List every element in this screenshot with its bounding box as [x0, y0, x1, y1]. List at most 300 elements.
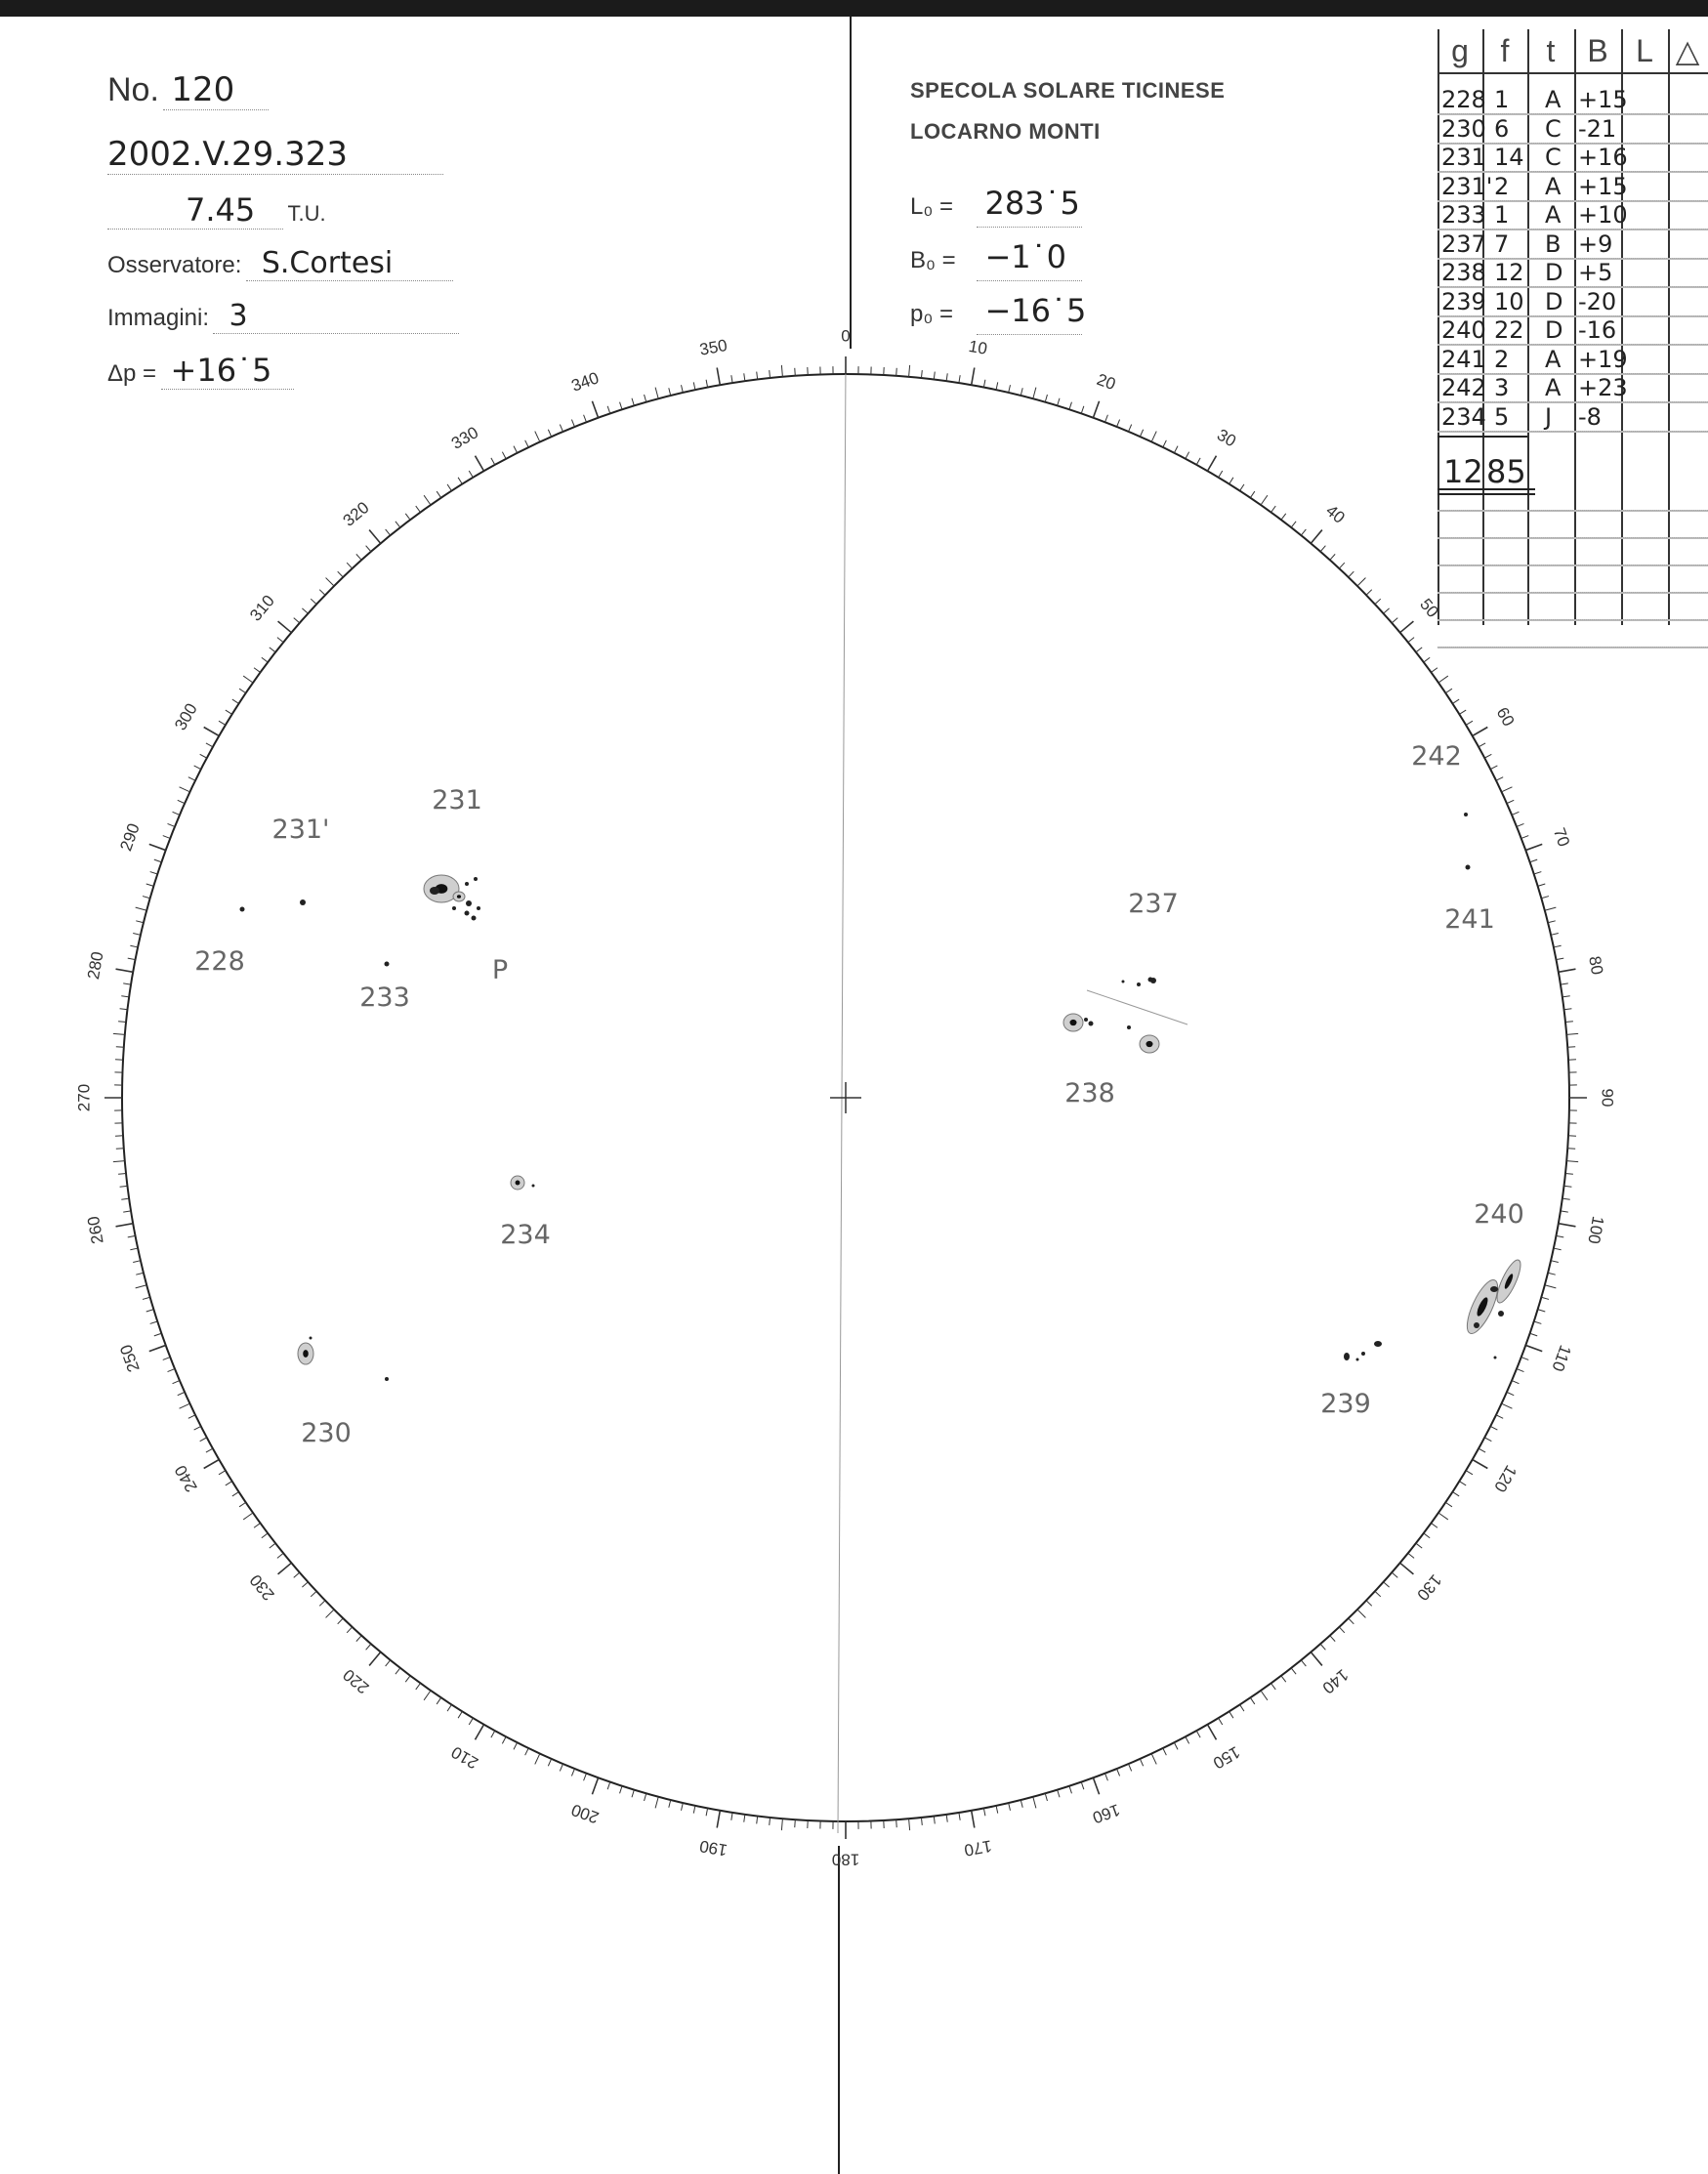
table-cell-g: 230 [1441, 114, 1486, 143]
degree-tick [146, 884, 154, 886]
degree-tick [1517, 823, 1523, 826]
table-cell-B: +16 [1578, 144, 1628, 171]
group-label: 241 [1444, 904, 1495, 935]
delta-p-value: +16˙5 [161, 352, 294, 390]
table-cell-g: 242 [1441, 374, 1486, 401]
degree-tick [123, 1211, 131, 1212]
degree-tick [1559, 969, 1576, 972]
sunspot [1122, 981, 1125, 983]
degree-tick [896, 1819, 897, 1827]
degree-tick [294, 618, 300, 623]
degree-tick [278, 621, 292, 633]
table-cell-B: +5 [1578, 259, 1613, 286]
sunspot-umbra [385, 962, 390, 967]
degree-tick [1548, 921, 1556, 923]
degree-tick [1525, 1345, 1542, 1351]
degree-tick [338, 571, 344, 577]
group-label: 237 [1128, 889, 1179, 919]
degree-tick [1339, 563, 1344, 568]
degree-tick [146, 1310, 154, 1312]
degree-label: 0 [841, 326, 851, 346]
degree-tick [921, 1818, 922, 1825]
degree-tick [1554, 945, 1562, 947]
degree-tick [116, 1149, 124, 1150]
degree-tick [163, 836, 170, 839]
degree-tick [946, 1815, 947, 1822]
degree-tick [458, 1711, 462, 1718]
sunspot [1137, 982, 1141, 986]
degree-tick [934, 1816, 935, 1823]
degree-tick [571, 1769, 574, 1776]
degree-tick [200, 754, 207, 758]
degree-tick [1416, 648, 1422, 652]
degree-label: 130 [1413, 1570, 1445, 1605]
degree-tick [1058, 398, 1060, 406]
degree-tick [405, 514, 410, 520]
degree-tick [1105, 1774, 1108, 1780]
degree-tick [1551, 1261, 1559, 1263]
sunspot-umbra [532, 1185, 535, 1188]
sunspot-umbra [1084, 1018, 1088, 1022]
degree-tick [983, 1808, 985, 1816]
degree-tick [1392, 618, 1397, 623]
degree-tick [120, 1009, 128, 1010]
table-cell-f: 1 [1494, 201, 1510, 229]
degree-tick [1384, 1582, 1390, 1587]
degree-tick [1408, 1553, 1414, 1558]
degree-tick [469, 1718, 473, 1725]
table-cell-B: -8 [1578, 402, 1602, 431]
table-cell-f: 1 [1494, 86, 1510, 113]
degree-tick [669, 1800, 671, 1808]
sunspot [430, 887, 439, 895]
degree-tick [1291, 1668, 1296, 1674]
degree-tick [959, 1813, 960, 1820]
degree-tick [416, 506, 421, 512]
degree-tick [347, 1627, 352, 1633]
degree-tick [1507, 1392, 1514, 1395]
degree-tick [770, 1818, 771, 1825]
degree-tick [226, 1482, 232, 1485]
degree-tick [1512, 1381, 1519, 1384]
degree-tick [133, 1261, 141, 1263]
degree-tick [366, 546, 371, 552]
degree-tick [682, 385, 684, 393]
p0-value: −16˙5 [977, 287, 1082, 335]
degree-tick [136, 1285, 147, 1288]
degree-tick [645, 1793, 646, 1801]
degree-tick [1530, 1333, 1538, 1336]
degree-tick [502, 452, 506, 459]
degree-tick [1219, 471, 1223, 478]
degree-tick [1117, 1769, 1120, 1776]
col-header-l: L [1636, 33, 1653, 68]
degree-tick [693, 382, 695, 390]
degree-tick [1375, 599, 1381, 604]
degree-tick [535, 432, 540, 442]
degree-label: 50 [1416, 595, 1442, 621]
sunspot-umbra [1089, 1022, 1094, 1026]
degree-tick [163, 1358, 170, 1360]
sunspot [1494, 1357, 1497, 1359]
degree-tick [1021, 388, 1022, 396]
table-cell-t: A [1545, 172, 1562, 200]
degree-tick [178, 800, 185, 803]
degree-tick [1507, 800, 1514, 803]
degree-tick [1554, 1248, 1562, 1250]
degree-tick [149, 1345, 166, 1351]
degree-tick [180, 1403, 190, 1408]
sunspot-umbra [457, 895, 461, 899]
degree-tick [136, 921, 144, 923]
degree-tick [693, 1806, 695, 1814]
degree-tick [133, 934, 141, 936]
degree-tick [188, 777, 195, 781]
degree-tick [983, 380, 985, 388]
degree-tick [356, 1636, 361, 1642]
degree-tick [1021, 1800, 1022, 1808]
col-header-b: B [1587, 33, 1608, 68]
degree-tick [1366, 590, 1372, 596]
degree-tick [326, 1610, 334, 1617]
sunspot-umbra [1137, 982, 1141, 986]
degree-tick [150, 872, 158, 874]
degree-tick [1424, 1533, 1430, 1538]
degree-tick [1459, 1482, 1466, 1485]
group-number-labels [194, 741, 1524, 1448]
degree-tick [277, 1553, 283, 1558]
table-cell-g: 233 [1441, 201, 1486, 229]
degree-tick [717, 368, 720, 386]
degree-tick [491, 1731, 495, 1737]
table-cell-f: 14 [1494, 144, 1524, 171]
degree-tick [1229, 1711, 1233, 1718]
degree-tick [1563, 1186, 1571, 1187]
sunspot [472, 916, 477, 921]
degree-tick [1271, 1683, 1276, 1689]
degree-tick [1174, 446, 1178, 453]
degree-tick [1375, 1591, 1381, 1596]
degree-tick [655, 1797, 658, 1809]
degree-tick [1400, 621, 1414, 633]
degree-tick [1473, 728, 1488, 736]
degree-tick [1349, 571, 1354, 577]
degree-tick [1556, 1235, 1563, 1237]
degree-tick [1534, 1321, 1542, 1323]
degree-tick [1541, 897, 1549, 899]
degree-tick [136, 1273, 144, 1275]
sunspot-umbra [310, 1337, 312, 1340]
table-cell-f: 10 [1494, 287, 1524, 315]
degree-label: 60 [1492, 704, 1519, 730]
degree-tick [1163, 440, 1167, 447]
table-cell-t: C [1545, 114, 1562, 143]
sunspot [1374, 1341, 1382, 1347]
sunspot-umbra [1344, 1353, 1350, 1360]
degree-label: 160 [1090, 1800, 1123, 1827]
sunspot-umbra [1361, 1352, 1365, 1356]
degree-tick [1431, 668, 1437, 673]
degree-tick [476, 1725, 484, 1740]
sunspot-umbra [300, 899, 306, 905]
degree-tick [1502, 787, 1513, 792]
degree-label: 330 [447, 423, 482, 453]
degree-tick [116, 1224, 134, 1227]
degree-tick [1517, 1369, 1523, 1372]
degree-tick [447, 1704, 451, 1711]
sunspot [1063, 1014, 1083, 1031]
degree-tick [136, 907, 147, 910]
sunspot-umbra [466, 900, 472, 906]
degree-tick [1466, 721, 1473, 725]
sunspot-umbra [474, 877, 478, 881]
degree-tick [1339, 1627, 1344, 1633]
degree-tick [525, 440, 529, 447]
degree-tick [1281, 1676, 1286, 1682]
sunspot-umbra [1146, 1041, 1153, 1047]
sunspot-umbra [516, 1181, 521, 1186]
degree-tick [113, 1033, 125, 1034]
degree-tick [1330, 554, 1335, 560]
degree-tick [118, 1173, 126, 1174]
degree-label: 140 [1318, 1665, 1353, 1697]
images-label: Immagini: [107, 305, 210, 331]
degree-tick [121, 1198, 129, 1199]
degree-tick [731, 1813, 732, 1820]
degree-tick [1140, 1759, 1143, 1766]
degree-tick [1033, 388, 1036, 399]
table-cell-t: D [1545, 259, 1563, 286]
degree-tick [1445, 1502, 1452, 1506]
table-cell-f: 2 [1494, 172, 1510, 200]
degree-tick [1129, 1764, 1132, 1771]
degree-tick [744, 373, 745, 381]
col-header-g: g [1451, 33, 1469, 68]
table-cell-g: 234 [1441, 402, 1486, 431]
sunspot-umbra [1494, 1357, 1497, 1359]
date-value: 2002.V.29.323 [107, 135, 443, 175]
degree-tick [326, 578, 334, 586]
table-cell-B: -21 [1578, 114, 1617, 143]
table-cell-t: A [1545, 345, 1562, 373]
degree-tick [1525, 844, 1542, 850]
total-spots: 85 [1486, 453, 1526, 490]
degree-tick [934, 372, 935, 380]
observatory-name: SPECOLA SOLARE TICINESE [910, 78, 1226, 103]
degree-tick [1271, 506, 1276, 512]
degree-tick [781, 365, 782, 377]
degree-tick [154, 859, 162, 862]
degree-tick [1562, 1198, 1570, 1199]
degree-tick [226, 710, 232, 714]
table-cell-t: A [1545, 86, 1562, 113]
degree-tick [1357, 578, 1365, 586]
degree-tick [302, 608, 308, 613]
degree-tick [254, 1524, 260, 1528]
degree-tick [1311, 1652, 1322, 1666]
degree-tick [277, 638, 283, 643]
degree-tick [116, 1047, 124, 1048]
observer-value: S.Cortesi [246, 246, 453, 281]
table-cell-g: 239 [1441, 287, 1486, 315]
degree-tick [1496, 1415, 1503, 1419]
sunspot-umbra [1474, 1322, 1479, 1328]
degree-tick [437, 1697, 440, 1704]
degree-tick [996, 1806, 998, 1814]
group-label: 240 [1474, 1199, 1524, 1230]
degree-tick [1301, 529, 1306, 535]
degree-tick [514, 446, 518, 453]
degree-label: 180 [831, 1850, 860, 1869]
degree-tick [1567, 1047, 1575, 1048]
table-cell-t: B [1545, 230, 1562, 258]
table-cell-B: +23 [1578, 374, 1628, 401]
sunspot [1356, 1359, 1359, 1361]
sunspot [298, 1343, 313, 1364]
degree-tick [632, 398, 634, 406]
degree-tick [1058, 1790, 1060, 1798]
degree-tick [149, 844, 166, 850]
degree-tick [1009, 385, 1011, 393]
degree-tick [795, 368, 796, 376]
degree-label: 280 [84, 949, 107, 982]
table-cell-B: +9 [1578, 230, 1613, 258]
degree-tick [1512, 812, 1519, 815]
degree-tick [338, 1618, 344, 1624]
sunspot [1464, 813, 1468, 816]
degree-label: 320 [339, 498, 373, 530]
sunspot-umbra [385, 1377, 389, 1381]
degree-tick [369, 530, 381, 544]
degree-tick [1561, 1211, 1568, 1212]
degree-tick [128, 1235, 136, 1237]
degree-tick [1521, 1358, 1528, 1360]
col-header-f: f [1500, 33, 1510, 68]
b0-value: −1˙0 [977, 233, 1082, 281]
degree-tick [896, 368, 897, 376]
sunspot-umbra [1070, 1020, 1077, 1025]
sunspot [453, 892, 465, 901]
sunspot [1474, 1322, 1479, 1328]
degree-tick [1208, 1725, 1217, 1740]
sunspot [465, 911, 470, 916]
sunspot [474, 877, 478, 881]
degree-tick [1291, 522, 1296, 527]
degree-tick [1521, 836, 1528, 839]
sunspot [465, 882, 469, 886]
degree-tick [1311, 530, 1322, 544]
degree-tick [1330, 1636, 1335, 1642]
sunspot-umbra [430, 887, 439, 895]
sunspot [300, 899, 306, 905]
degree-tick [311, 1591, 316, 1596]
degree-tick [1261, 495, 1268, 505]
degree-tick [386, 1660, 391, 1666]
degree-tick [278, 1563, 292, 1574]
degree-tick [120, 1186, 128, 1187]
degree-tick [921, 370, 922, 378]
degree-label: 200 [568, 1800, 602, 1827]
degree-tick [1534, 872, 1542, 874]
degree-tick [972, 1811, 975, 1828]
table-cell-g: 237 [1441, 230, 1486, 258]
group-connector-237 [1087, 990, 1187, 1024]
table-cell-B: -20 [1578, 287, 1617, 315]
degree-tick [396, 522, 400, 527]
degree-tick [239, 1502, 246, 1506]
group-label: 239 [1320, 1389, 1371, 1419]
degree-tick [620, 402, 622, 410]
number-value: 120 [163, 70, 269, 110]
degree-tick [757, 372, 758, 380]
degree-tick [1392, 1572, 1397, 1577]
sunspot [452, 906, 456, 910]
degree-tick [1445, 689, 1452, 692]
degree-label: 80 [1585, 954, 1607, 977]
degree-tick [560, 1764, 562, 1771]
degree-tick [366, 1644, 371, 1650]
degree-tick [424, 1691, 431, 1700]
degree-tick [502, 1736, 506, 1743]
table-cell-g: 231 [1441, 144, 1486, 171]
sunspot [1493, 1257, 1525, 1305]
degree-tick [369, 1652, 381, 1666]
degree-tick [1530, 859, 1538, 862]
degree-tick [416, 1683, 421, 1689]
degree-tick [1473, 1460, 1488, 1469]
degree-label: 20 [1094, 369, 1118, 395]
degree-label: 100 [1584, 1214, 1607, 1246]
degree-tick [204, 728, 220, 736]
degree-tick [1219, 1718, 1223, 1725]
degree-label: 240 [171, 1461, 201, 1496]
degree-tick [123, 983, 131, 984]
degree-tick [319, 590, 325, 596]
degree-tick [959, 375, 960, 383]
degree-label: 340 [568, 368, 602, 396]
degree-tick [1357, 1610, 1365, 1617]
degree-tick [1105, 415, 1108, 422]
sunspot [1361, 1352, 1365, 1356]
degree-tick [1538, 1310, 1546, 1312]
degree-tick [1240, 484, 1244, 491]
degree-tick [909, 365, 910, 377]
degree-tick [1045, 395, 1047, 402]
degree-tick [311, 599, 316, 604]
degree-tick [396, 1668, 400, 1674]
degree-tick [356, 554, 361, 560]
degree-tick [525, 1748, 529, 1755]
sunspot-umbra [303, 1350, 309, 1358]
degree-tick [243, 1513, 253, 1520]
sunspot-umbra [477, 906, 480, 910]
degree-tick [239, 689, 246, 692]
table-cell-g: 228 [1441, 86, 1486, 113]
degree-label: 310 [246, 591, 278, 625]
degree-tick [143, 1297, 150, 1299]
degree-tick [1561, 983, 1568, 984]
degree-tick [1250, 1697, 1254, 1704]
time-value: 7.45 [107, 191, 283, 230]
table-cell-t: D [1545, 316, 1563, 344]
degree-label: 110 [1548, 1342, 1575, 1374]
degree-tick [405, 1676, 410, 1682]
degree-tick [469, 471, 473, 478]
degree-label: 120 [1490, 1461, 1521, 1496]
degree-tick [1301, 1660, 1306, 1666]
degree-tick [655, 388, 658, 399]
degree-tick [206, 743, 213, 747]
